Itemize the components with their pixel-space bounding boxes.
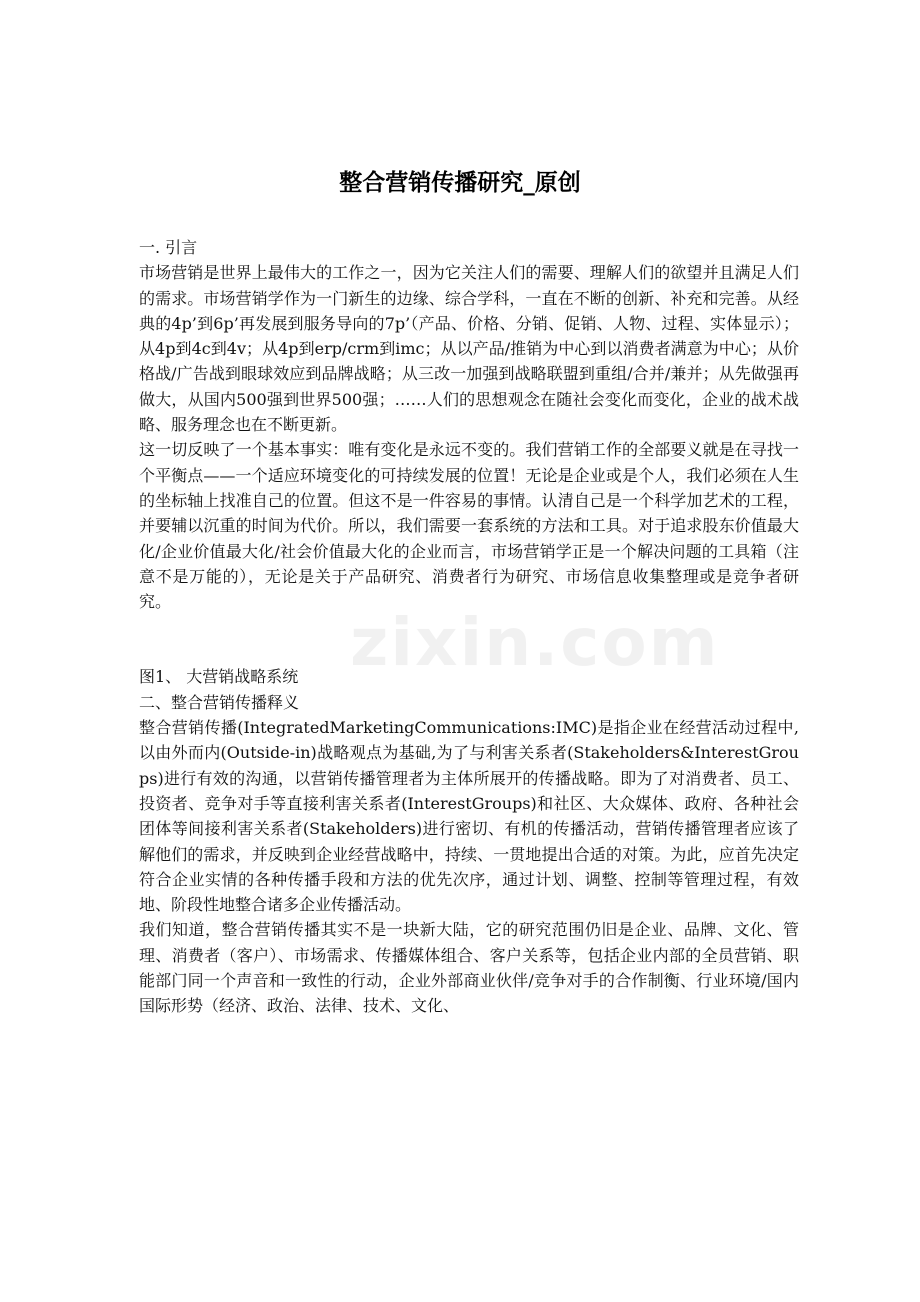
section-heading-imc: 二、整合营销传播释义	[139, 692, 300, 712]
paragraph-intro-1: 市场营销是世界上最伟大的工作之一，因为它关注人们的需要、理解人们的欲望并且满足人们的需求。市场营销学作为一门新生的边缘、综合学科，一直在不断的创新、补充和完善。从经典的4p’到6p’再发展到服务导向的7p’（产品、价格、分销、促销、人物、过程、实体显示）；从4p到4c到4v；从4p到erp/crm到imc；从以产品/推销为中心到以消费者满意为中心；从价格战/广告战到眼球效应到品牌战略；从三改一加强到战略联盟到重组/合并/兼并；从先做强再做大，从国内500强到世界500强；……人们的思想观念在随社会变化而变化，企业的战术战略、服务理念也在不断更新。	[139, 263, 799, 435]
paragraph-intro-2: 这一切反映了一个基本事实：唯有变化是永远不变的。我们营销工作的全部要义就是在寻找一个平衡点——一个适应环境变化的可持续发展的位置！无论是企业或是个人，我们必须在人生的坐标轴上找准自己的位置。但这不是一件容易的事情。认清自己是一个科学加艺术的工程，并要辅以沉重的时间为代价。所以，我们需要一套系统的方法和工具。对于追求股东价值最大化/企业价值最大化/社会价值最大化的企业而言，市场营销学正是一个解决问题的工具箱（注意不是万能的），无论是关于产品研究、消费者行为研究、市场信息收集整理或是竞争者研究。	[139, 440, 799, 612]
document-title: 整合营销传播研究_原创	[339, 169, 581, 196]
section-heading-intro: 一. 引言	[139, 238, 198, 257]
document-body	[139, 235, 799, 1019]
watermark: zixin.com	[350, 604, 720, 681]
figure-caption: 图1、 大营销战略系统	[139, 667, 299, 687]
figure-spacer	[139, 614, 799, 664]
paragraph-imc-1: 整合营销传播(IntegratedMarketingCommunications:IMC)是指企业在经营活动过程中,以由外而内(Outside-in)战略观点为基础,为了与利害关系者(Stakeholders&InterestGroups)进行有效的沟通，以营销传播管理者为主体所展开的传播战略。即为了对消费者、员工、投资者、竞争对手等直接利害关系者(InterestGroups)和社区、大众媒体、政府、各种社会团体等间接利害关系者(Stakeholders)进行密切、有机的传播活动，营销传播管理者应该了解他们的需求，并反映到企业经营战略中，持续、一贯地提出合适的对策。为此，应首先决定符合企业实情的各种传播手段和方法的优先次序，通过计划、调整、控制等管理过程，有效地、阶段性地整合诸多企业传播活动。	[139, 718, 799, 915]
paragraph-imc-2: 我们知道，整合营销传播其实不是一块新大陆，它的研究范围仍旧是企业、品牌、文化、管理、消费者（客户）、市场需求、传播媒体组合、客户关系等，包括企业内部的全员营销、职能部门同一个声音和一致性的行动，企业外部商业伙伴/竞争对手的合作制衡、行业环境/国内国际形势（经济、政治、法律、技术、文化、	[139, 920, 799, 1016]
